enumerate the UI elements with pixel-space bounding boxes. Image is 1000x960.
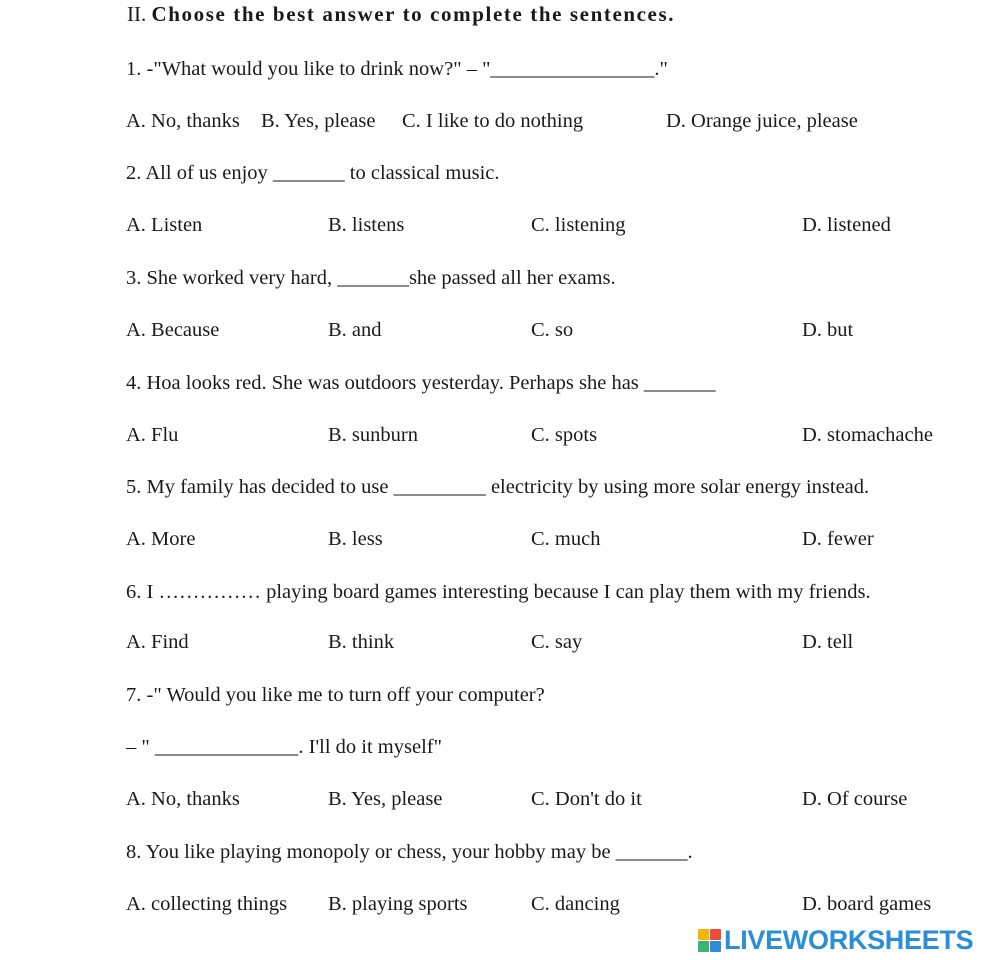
question-1-option-a[interactable]: A. No, thanks [126, 110, 240, 132]
question-7-option-c[interactable]: C. Don't do it [531, 788, 642, 810]
question-8-option-c[interactable]: C. dancing [531, 893, 620, 915]
question-3-option-c[interactable]: C. so [531, 319, 574, 341]
question-1-option-d[interactable]: D. Orange juice, please [666, 110, 858, 132]
question-6-option-d[interactable]: D. tell [802, 631, 854, 653]
question-2-option-a[interactable]: A. Listen [126, 214, 203, 236]
colored-blocks-logo-icon [698, 929, 721, 952]
logo-block-1 [698, 929, 709, 940]
question-7-option-d[interactable]: D. Of course [802, 788, 908, 810]
question-8-option-d[interactable]: D. board games [802, 893, 932, 915]
brand-wordmark: LIVEWORKSHEETS [724, 924, 974, 955]
question-6-option-a[interactable]: A. Find [126, 631, 189, 653]
question-5-option-b[interactable]: B. less [328, 528, 383, 550]
logo-block-2 [710, 929, 721, 940]
question-8-text: 8. You like playing monopoly or chess, your hobby may be _______. [126, 841, 693, 863]
question-6-option-b[interactable]: B. think [328, 631, 395, 653]
question-7-option-b[interactable]: B. Yes, please [328, 788, 443, 810]
question-4-option-b[interactable]: B. sunburn [328, 424, 418, 446]
logo-block-4 [710, 941, 721, 952]
question-4-option-c[interactable]: C. spots [531, 424, 598, 446]
question-4-option-d[interactable]: D. stomachache [802, 424, 933, 446]
question-2-option-c[interactable]: C. listening [531, 214, 626, 236]
question-1-option-c[interactable]: C. I like to do nothing [402, 110, 584, 132]
section-instruction: Choose the best answer to complete the sentences. [151, 2, 676, 26]
question-7-text: 7. -" Would you like me to turn off your computer? [126, 684, 545, 706]
section-title [127, 2, 675, 27]
question-6-text: 6. I …………… playing board games interesting because I can play them with my friends. [126, 581, 871, 603]
question-5-option-d[interactable]: D. fewer [802, 528, 874, 550]
question-8-option-b[interactable]: B. playing sports [328, 893, 468, 915]
question-7-text-line-2: – " ______________. I'll do it myself" [126, 736, 442, 758]
question-3-option-d[interactable]: D. but [802, 319, 854, 341]
question-5-option-a[interactable]: A. More [126, 528, 196, 550]
question-2-option-d[interactable]: D. listened [802, 214, 891, 236]
question-2-text: 2. All of us enjoy _______ to classical music. [126, 162, 500, 184]
question-7-option-a[interactable]: A. No, thanks [126, 788, 240, 810]
question-6-option-c[interactable]: C. say [531, 631, 583, 653]
question-1-option-b[interactable]: B. Yes, please [261, 110, 376, 132]
section-number: II. [127, 2, 147, 26]
question-1-text: 1. -"What would you like to drink now?" – "________________." [126, 58, 668, 80]
question-5-option-c[interactable]: C. much [531, 528, 601, 550]
question-4-text: 4. Hoa looks red. She was outdoors yesterday. Perhaps she has _______ [126, 372, 716, 394]
question-4-option-a[interactable]: A. Flu [126, 424, 179, 446]
question-3-option-b[interactable]: B. and [328, 319, 382, 341]
question-5-text: 5. My family has decided to use _________ electricity by using more solar energy instead. [126, 476, 870, 498]
liveworksheets-brand[interactable] [698, 924, 973, 956]
question-3-text: 3. She worked very hard, _______she passed all her exams. [126, 267, 616, 289]
logo-block-3 [698, 941, 709, 952]
question-3-option-a[interactable]: A. Because [126, 319, 220, 341]
question-8-option-a[interactable]: A. collecting things [126, 893, 288, 915]
question-2-option-b[interactable]: B. listens [328, 214, 405, 236]
